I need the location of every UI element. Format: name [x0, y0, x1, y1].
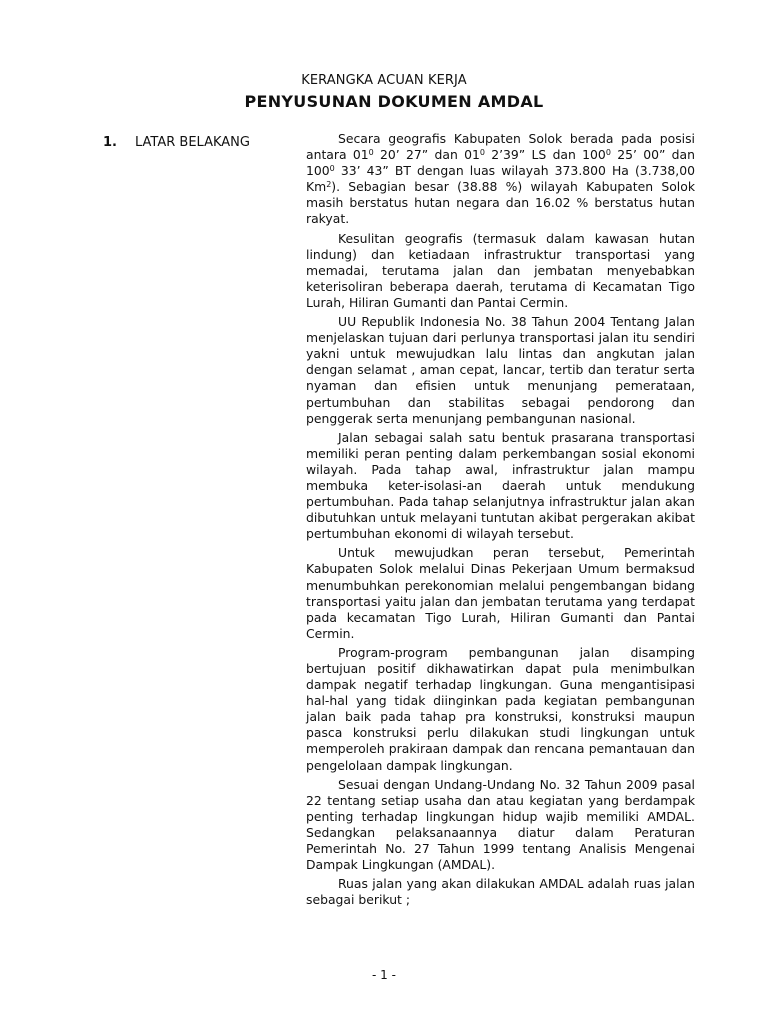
document-title: PENYUSUNAN DOKUMEN AMDAL	[244, 92, 544, 111]
superscript-degree: 0	[368, 148, 374, 158]
paragraph-2: Kesulitan geografis (termasuk dalam kawasan hutan lindung) dan ketiadaan infrastruktur transportasi yang memadai, terutama jalan dan jembatan menyebabkan keterisoliran beberapa daerah, terutama di Kecamatan Tigo Lurah, Hiliran Gumanti dan Pantai Cermin.	[306, 230, 695, 310]
paragraph-8: Ruas jalan yang akan dilakukan AMDAL adalah ruas jalan sebagai berikut ;	[306, 876, 695, 908]
paragraph-1-text: Secara geografis Kabupaten Solok berada pada posisi antara 01	[306, 131, 695, 163]
paragraph-5: Untuk mewujudkan peran tersebut, Pemerintah Kabupaten Solok melalui Dinas Pekerjaan Umum bermaksud menumbuhkan perekonomian melalui pengembangan bidang transportasi yaitu jalan dan jembatan terutama yang terdapat pada kecamatan Tigo Lurah, Hiliran Gumanti dan Pantai Cermin.	[306, 545, 695, 641]
paragraph-4: Jalan sebagai salah satu bentuk prasarana transportasi memiliki peran penting dalam perkembangan sosial ekonomi wilayah. Pada tahap awal, infrastruktur jalan mampu membuka keter-isolasi-an daerah untuk mendukung pertumbuhan. Pada tahap selanjutnya infrastruktur jalan akan dibutuhkan untuk melayani tuntutan akibat pergerakan akibat pertumbuhan ekonomi di wilayah tersebut.	[306, 429, 695, 542]
section-number: 1.	[103, 135, 117, 150]
section-body	[306, 131, 695, 911]
paragraph-1	[306, 131, 695, 228]
paragraph-1-text: 25’ 00” dan 100	[306, 147, 695, 179]
paragraph-6: Program-program pembangunan jalan disamping bertujuan positif dikhawatirkan dapat pula menimbulkan dampak negatif terhadap lingkungan. Guna mengantisipasi hal-hal yang tidak diinginkan pada kegiatan pembangunan jalan baik pada tahap pra konstruksi, konstruksi maupun pasca konstruksi perlu dilakukan studi lingkungan untuk memperoleh prakiraan dampak dan rencana pemantauan dan pengelolaan dampak lingkungan.	[306, 644, 695, 773]
document-kicker: KERANGKA ACUAN KERJA	[301, 73, 467, 88]
paragraph-7: Sesuai dengan Undang-Undang No. 32 Tahun 2009 pasal 22 tentang setiap usaha dan atau kegiatan yang berdampak penting terhadap lingkungan hidup wajib memiliki AMDAL. Sedangkan pelaksanaannya diatur dalam Peraturan Pemerintah No. 27 Tahun 1999 tentang Analisis Mengenai Dampak Lingkungan (AMDAL).	[306, 776, 695, 873]
superscript-degree: 0	[329, 164, 335, 174]
paragraph-1-text: 2’39” LS dan 100	[484, 147, 606, 163]
section-title: LATAR BELAKANG	[135, 135, 250, 150]
page-number: - 1 -	[372, 968, 396, 982]
paragraph-1-text: ). Sebagian besar (38.88 %) wilayah Kabupaten Solok masih berstatus hutan negara dan 16.02 % berstatus hutan rakyat.	[306, 179, 695, 227]
paragraph-1-text: 33’ 43” BT dengan luas wilayah 373.800 Ha (3.738,00 Km	[306, 163, 695, 195]
paragraph-3: UU Republik Indonesia No. 38 Tahun 2004 Tentang Jalan menjelaskan tujuan dari perlunya transportasi jalan itu sendiri yakni untuk mewujudkan lalu lintas dan angkutan jalan dengan selamat , aman cepat, lancar, tertib dan teratur serta nyaman dan efisien untuk menunjang pemerataan, pertumbuhan dan stabilitas sebagai pendorong dan penggerak serta menunjang pembangunan nasional.	[306, 314, 695, 426]
superscript-degree: 0	[479, 148, 485, 158]
superscript-degree: 0	[605, 148, 611, 158]
paragraph-1-text: 20’ 27” dan 01	[373, 147, 480, 163]
superscript-squared: 2	[326, 180, 332, 190]
